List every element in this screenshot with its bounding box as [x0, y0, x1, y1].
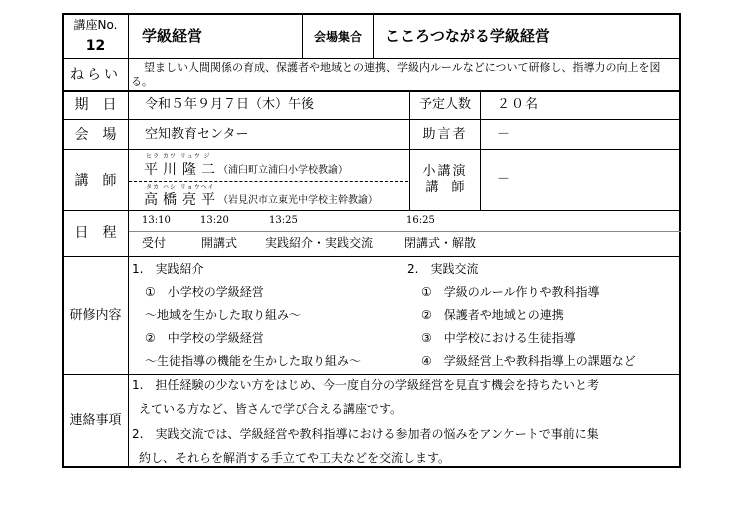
course-no-label: 講座No.: [73, 18, 118, 32]
planned-count-value: ２０名: [497, 97, 540, 112]
sub-lecturer-label-line1: 小講演: [422, 164, 468, 179]
schedule-item: 受付: [142, 236, 167, 250]
notes-line: 約し、それらを解消する手立てや工夫などを交流します。: [139, 451, 451, 465]
schedule-time: 13:20: [200, 215, 229, 226]
row-divider: [62, 90, 681, 92]
schedule-time: 13:10: [142, 215, 171, 226]
notes-line: えている方など、皆さんで学び合える講座です。: [139, 402, 403, 416]
planned-count-label: 予定人数: [418, 97, 471, 112]
course-title: 学級経営: [142, 27, 203, 45]
lecturer1-name: 平川隆二: [144, 162, 220, 178]
aim-text-line2: る。: [131, 75, 153, 88]
content-right-line: 2. 実践交流: [407, 262, 479, 276]
lecturer2-name: 高橋亮平: [144, 192, 220, 208]
date-value: 令和５年９月７日（木）午後: [145, 97, 315, 112]
content-left-line: ① 小学校の学級経営: [145, 285, 264, 299]
schedule-time: 16:25: [406, 215, 435, 226]
schedule-time: 13:25: [269, 215, 298, 226]
notes-line: 1. 担任経験の少ない方をはじめ、今一度自分の学級経営を見直す機会を持ちたいと考: [132, 378, 599, 392]
notes-line: 2. 実践交流では、学級経営や教科指導における参加者の悩みをアンケートで事前に集: [132, 427, 599, 441]
schedule-separator: [129, 231, 681, 232]
venue-value: 空知教育センター: [145, 127, 249, 142]
lecturer1-ruby: ヒラ カワ リュウ ジ: [146, 153, 211, 160]
venue-type: 会場集合: [313, 30, 362, 44]
row-divider: [62, 119, 681, 120]
row-divider: [62, 210, 681, 211]
row-divider: [62, 58, 681, 59]
content-right-line: ④ 学級経営上や教科指導上の課題など: [421, 354, 636, 368]
date-label: 期 日: [74, 97, 117, 113]
lecturer2-ruby: タカ ハシ リョウヘイ: [146, 184, 215, 191]
lecturer2-affiliation: （岩見沢市立東光中学校主幹教諭）: [218, 195, 378, 206]
schedule-item: 実践紹介・実践交流: [265, 236, 374, 250]
content-left-line: 1. 実践紹介: [132, 262, 204, 276]
content-left-line: ② 中学校の学級経営: [145, 331, 264, 345]
sub-lecturer-label-line2: 講 師: [425, 180, 465, 195]
aim-label: ねらい: [70, 67, 121, 83]
content-right-line: ① 学級のルール作りや教科指導: [421, 285, 600, 299]
content-right-line: ② 保護者や地域との連携: [421, 308, 564, 322]
row-divider: [62, 374, 681, 375]
content-left-line: ～地域を生かした取り組み～: [145, 308, 302, 322]
advisor-value: －: [497, 127, 511, 142]
course-theme: こころつながる学級経営: [385, 27, 550, 45]
aim-text-line1: 望ましい人間関係の育成、保護者や地域との連携、学級内ルールなどについて研修し、指導力の向上を図: [144, 61, 661, 74]
schedule-item: 閉講式・解散: [404, 236, 477, 250]
sub-lecturer-value: －: [497, 172, 511, 187]
notes-label: 連絡事項: [69, 413, 122, 428]
advisor-label: 助言者: [422, 127, 468, 142]
label-col-divider: [128, 13, 129, 468]
lecturer1-affiliation: （浦臼町立浦臼小学校教諭）: [218, 165, 348, 176]
content-label: 研修内容: [69, 308, 122, 323]
course-no: 12: [85, 38, 106, 54]
content-right-line: ③ 中学校における生徒指導: [421, 331, 576, 345]
schedule-label: 日 程: [74, 225, 117, 241]
schedule-item: 開講式: [201, 236, 238, 250]
lecturer-separator: [129, 181, 408, 182]
col-divider: [480, 91, 481, 210]
col-divider: [373, 13, 374, 58]
lecturer-label: 講 師: [74, 173, 117, 189]
row-divider: [62, 256, 681, 257]
row-divider: [62, 149, 681, 150]
venue-label: 会 場: [74, 127, 117, 143]
content-left-line: ～生徒指導の機能を生かした取り組み～: [145, 354, 362, 368]
